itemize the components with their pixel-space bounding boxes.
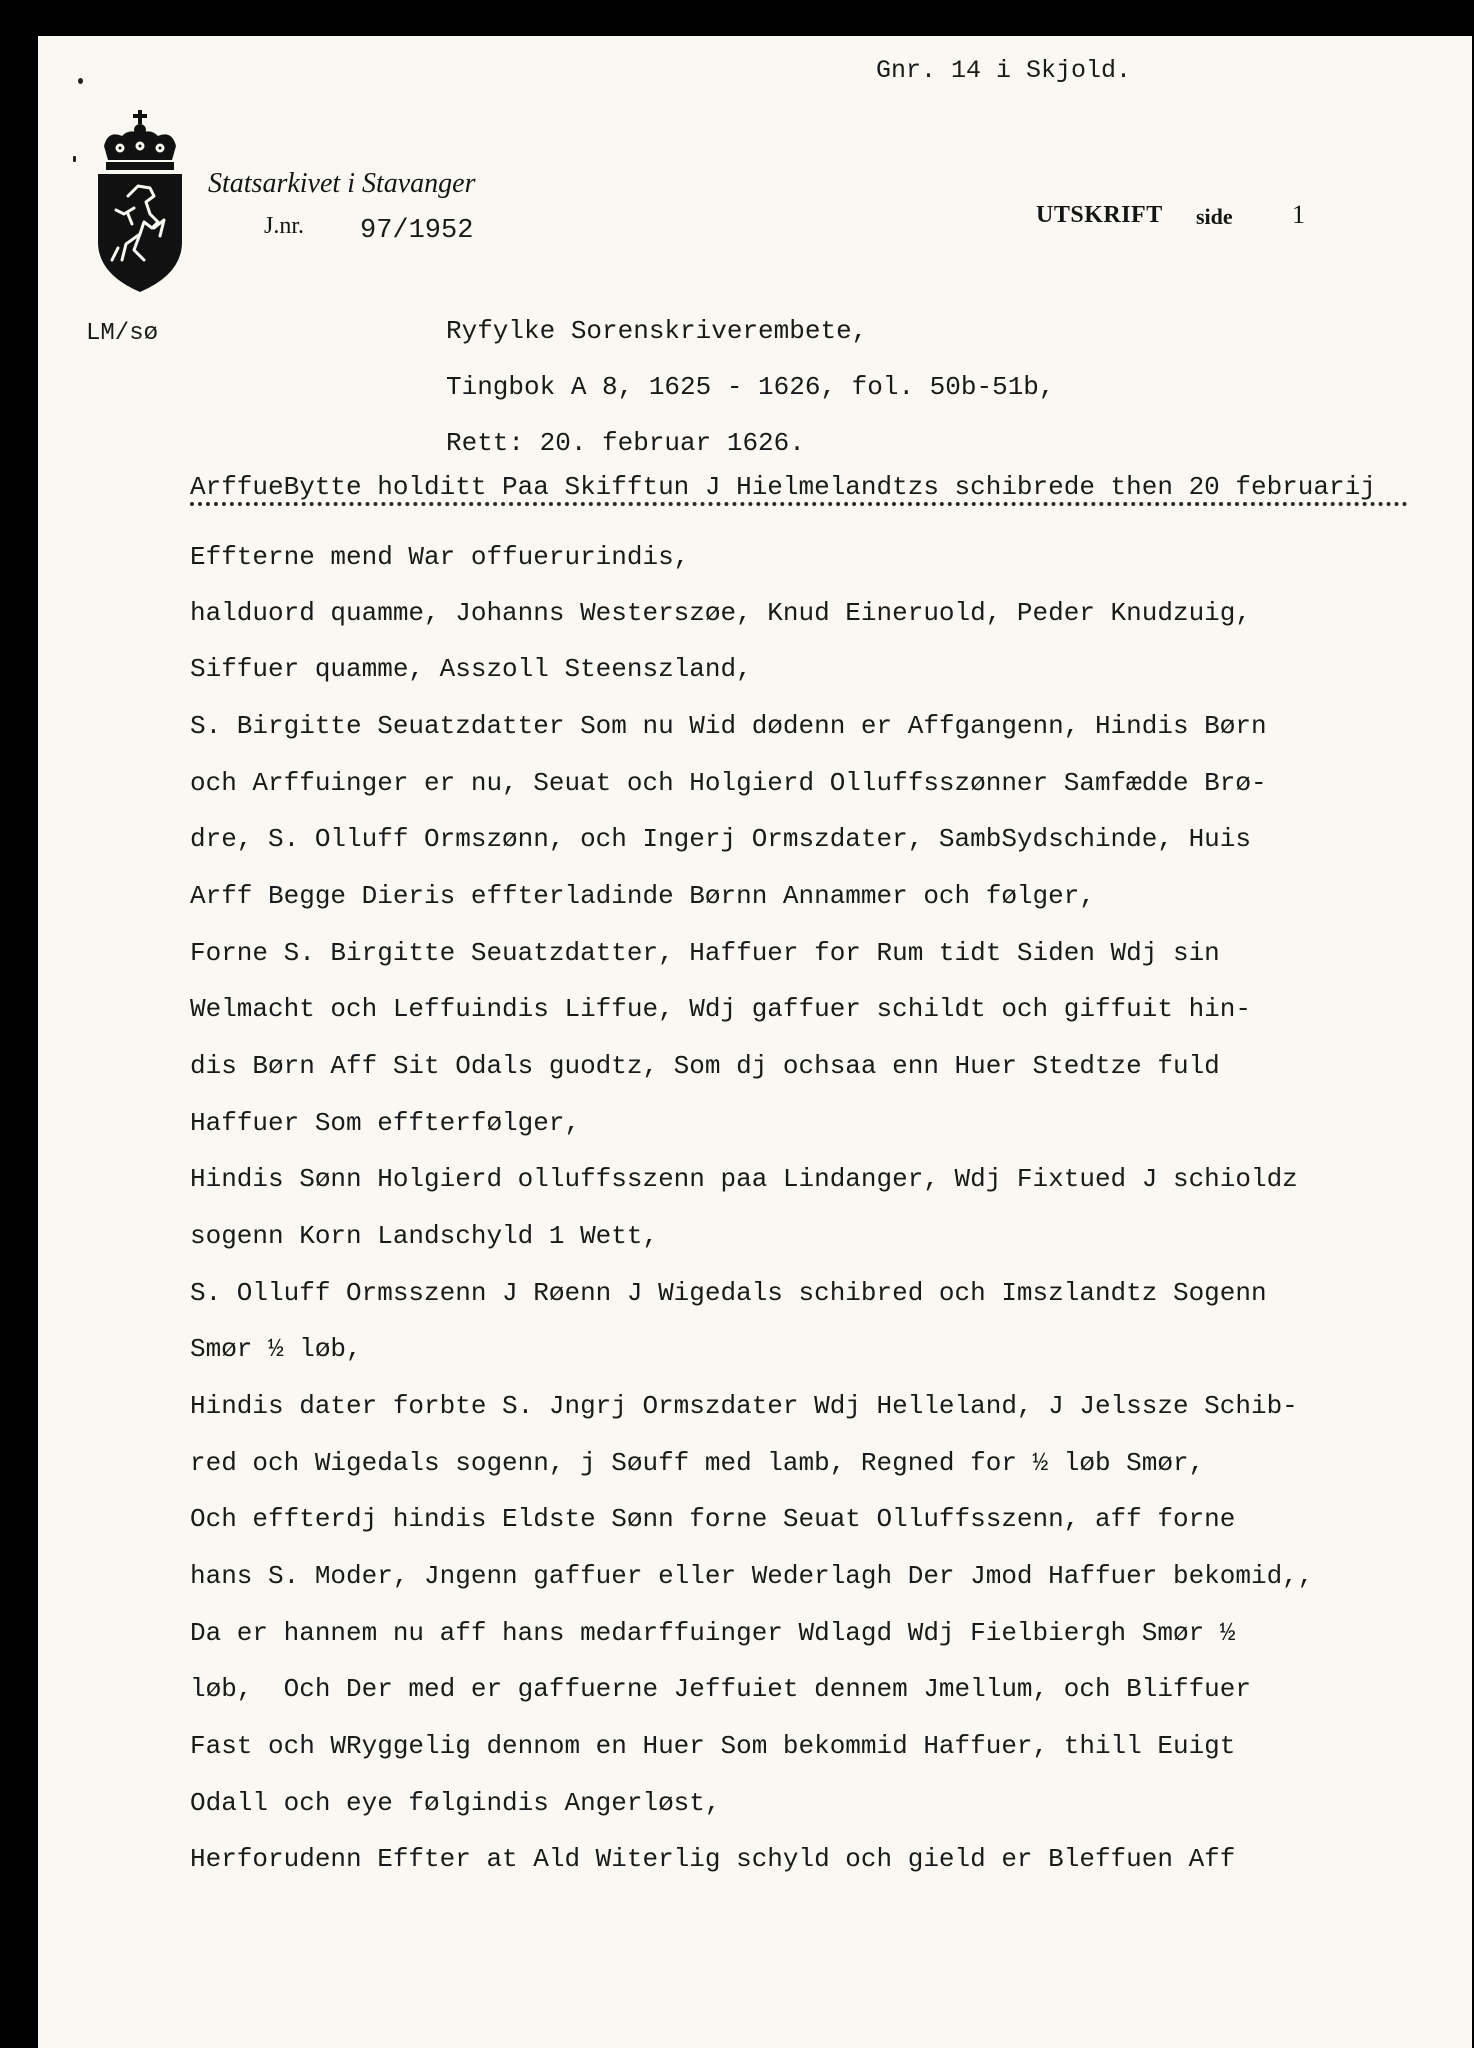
transcript-line: och Arffuinger er nu, Seuat och Holgierd Olluffsszønner Samfædde Brø-	[190, 768, 1267, 798]
transcript-line: Effterne mend War offuerurindis,	[190, 542, 690, 572]
transcript-line: hans S. Moder, Jngenn gaffuer eller Wederlagh Der Jmod Haffuer bekomid,,	[190, 1561, 1314, 1591]
source-book: Tingbok A 8, 1625 - 1626, fol. 50b-51b,	[446, 372, 1055, 402]
transcript-line: Odall och eye følgindis Angerløst,	[190, 1788, 721, 1818]
transcript-line: Forne S. Birgitte Seuatzdatter, Haffuer for Rum tidt Siden Wdj sin	[190, 938, 1220, 968]
transcript-line: Smør ½ løb,	[190, 1334, 362, 1364]
utskrift-label: UTSKRIFT	[1036, 202, 1163, 228]
transcript-line: Haffuer Som effterfølger,	[190, 1108, 581, 1138]
archive-name: Statsarkivet i Stavanger	[208, 168, 476, 199]
margin-mark	[73, 156, 76, 162]
transcript-line: løb, Och Der med er gaffuerne Jeffuiet dennem Jmellum, och Bliffuer	[190, 1674, 1251, 1704]
jnr-label: J.nr.	[264, 213, 305, 239]
side-label: side	[1196, 204, 1233, 229]
transcript-line: dis Børn Aff Sit Odals guodtz, Som dj ochsaa enn Huer Stedtze fuld	[190, 1051, 1220, 1081]
transcript-line: Welmacht och Leffuindis Liffue, Wdj gaffuer schildt och giffuit hin-	[190, 994, 1251, 1024]
transcript-line: Fast och WRyggelig dennom en Huer Som bekommid Haffuer, thill Euigt	[190, 1731, 1236, 1761]
page-number: 1	[1292, 200, 1305, 229]
source-office: Ryfylke Sorenskriverembete,	[446, 316, 868, 346]
initials: LM/sø	[86, 320, 159, 347]
transcript-heading: ArffueBytte holditt Paa Skifftun J Hielmelandtzs schibrede then 20 februarij	[190, 472, 1376, 502]
transcript-line: halduord quamme, Johanns Westerszøe, Knud Eineruold, Peder Knudzuig,	[190, 598, 1251, 628]
source-court-date: Rett: 20. februar 1626.	[446, 428, 805, 458]
margin-mark	[78, 78, 83, 84]
coat-of-arms-icon	[98, 110, 182, 292]
transcript-line: Siffuer quamme, Asszoll Steenszland,	[190, 654, 752, 684]
transcript-line: S. Olluff Ormsszenn J Røenn J Wigedals schibred och Imszlandtz Sogenn	[190, 1278, 1267, 1308]
transcript-line: Hindis Sønn Holgierd olluffsszenn paa Lindanger, Wdj Fixtued J schioldz	[190, 1164, 1298, 1194]
transcript-line: S. Birgitte Seuatzdatter Som nu Wid dødenn er Affgangenn, Hindis Børn	[190, 711, 1267, 741]
transcript-line: Da er hannem nu aff hans medarffuinger Wdlagd Wdj Fielbiergh Smør ½	[190, 1618, 1236, 1648]
heading-dotted-line	[190, 502, 1408, 506]
transcript-line: sogenn Korn Landschyld 1 Wett,	[190, 1221, 659, 1251]
transcript-line: Herforudenn Effter at Ald Witerlig schyld och gield er Bleffuen Aff	[190, 1844, 1236, 1874]
farm-number: Gnr. 14 i Skjold.	[876, 56, 1132, 85]
transcript-line: Hindis dater forbte S. Jngrj Ormszdater Wdj Helleland, J Jelssze Schib-	[190, 1391, 1298, 1421]
transcript-line: dre, S. Olluff Ormszønn, och Ingerj Ormszdater, SambSydschinde, Huis	[190, 824, 1251, 854]
journal-number: 97/1952	[360, 216, 474, 246]
transcript-line: Och effterdj hindis Eldste Sønn forne Seuat Olluffsszenn, aff forne	[190, 1504, 1236, 1534]
transcript-line: Arff Begge Dieris effterladinde Børnn Annammer och følger,	[190, 881, 1095, 911]
transcript-line: red och Wigedals sogenn, j Søuff med lamb, Regned for ½ løb Smør,	[190, 1448, 1205, 1478]
